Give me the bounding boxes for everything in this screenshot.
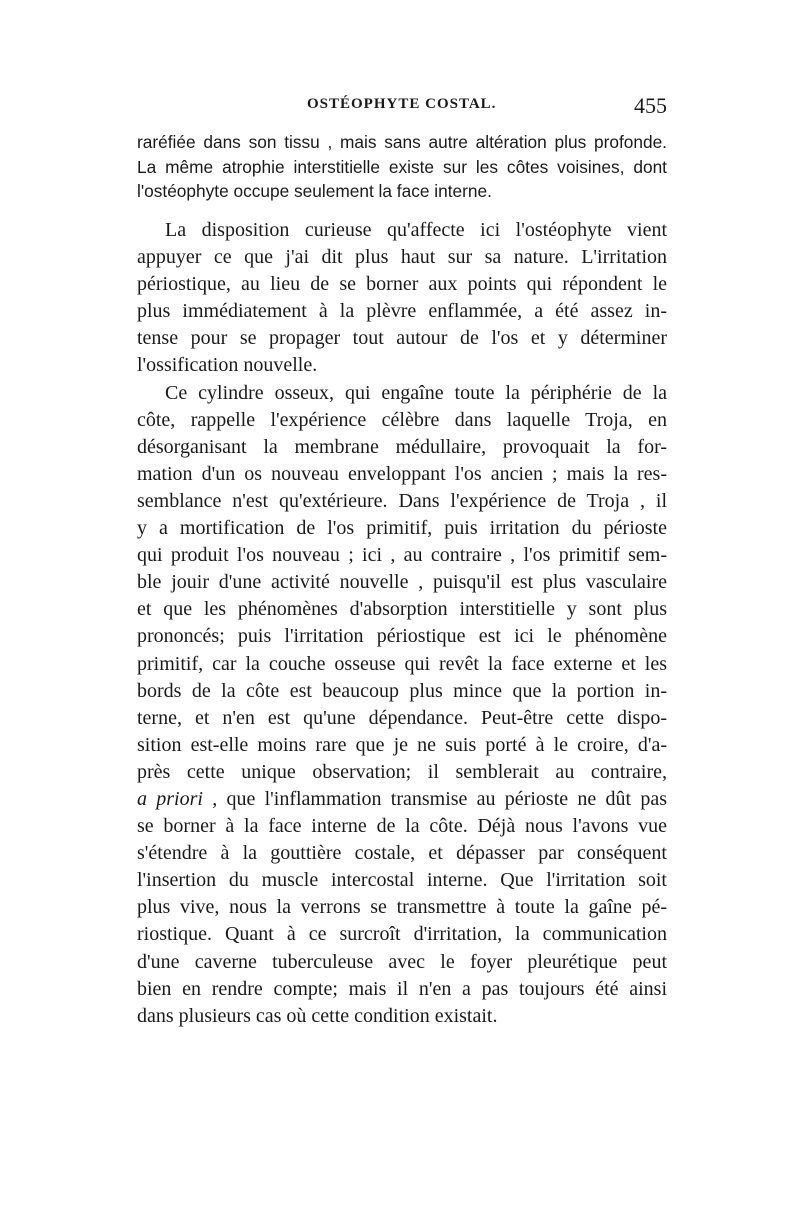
text-line: l'insertion du muscle intercostal interne. Que l'irritation soit	[137, 869, 667, 892]
text-line: côte, rappelle l'expérience célèbre dans laquelle Troja, en	[137, 408, 667, 431]
text-line: dans plusieurs cas où cette condition existait.	[137, 1004, 498, 1027]
text-line: bords de la côte est beaucoup plus mince que la portion in-	[137, 679, 667, 702]
text-line: plus vive, nous la verrons se transmettre à toute la gaîne pé-	[137, 896, 667, 919]
text-line: l'ossification nouvelle.	[137, 354, 318, 377]
text-line: qui produit l'os nouveau ; ici , au contraire , l'os primitif sem-	[137, 544, 667, 567]
text-line: et que les phénomènes d'absorption interstitielle y sont plus	[137, 598, 667, 621]
page-number: 455	[634, 93, 667, 118]
text-fragment: que l'inflammation transmise au périoste ne dût pas	[217, 787, 667, 810]
running-head	[137, 93, 667, 120]
text-line: désorganisant la membrane médullaire, provoquait la for-	[137, 435, 667, 458]
text-line: appuyer ce que j'ai dit plus haut sur sa nature. L'irritation	[137, 246, 667, 269]
text-line: primitif, car la couche osseuse qui revêt la face externe et les	[137, 652, 667, 675]
text-line: La disposition curieuse qu'affecte ici l'ostéophyte vient	[165, 219, 667, 241]
text-line: s'étendre à la gouttière costale, et dépasser par conséquent	[137, 842, 667, 865]
italic-phrase: a priori ,	[137, 787, 218, 810]
small-print-paragraph	[137, 130, 667, 204]
text-line: terne, et n'en est qu'une dépendance. Peut-être cette dispo-	[137, 706, 667, 729]
text-line: La même atrophie interstitielle existe sur les côtes voisines, dont	[137, 156, 667, 177]
text-line: prononcés; puis l'irritation périostique est ici le phénomène	[137, 625, 667, 648]
text-line: y a mortification de l'os primitif, puis irritation du périoste	[137, 517, 667, 540]
text-line: Ce cylindre osseux, qui engaîne toute la périphérie de la	[165, 381, 667, 404]
text-line: plus immédiatement à la plèvre enflammée, a été assez in-	[137, 300, 667, 323]
text-line: près cette unique observation; il semblerait au contraire,	[137, 760, 667, 783]
text-line: sition est-elle moins rare que je ne suis porté à le croire, d'a-	[137, 733, 667, 756]
text-line: périostique, au lieu de se borner aux points qui répondent le	[137, 273, 667, 296]
text-line-with-italic	[137, 786, 667, 813]
running-title: OSTÉOPHYTE COSTAL.	[307, 96, 497, 112]
paragraph-2	[137, 380, 667, 1030]
text-line: bien en rendre compte; mais il n'en a pas toujours été ainsi	[137, 977, 667, 1000]
paragraph-1	[137, 217, 667, 380]
text-line: riostique. Quant à ce surcroît d'irritation, la communication	[137, 923, 667, 946]
text-line: l'ostéophyte occupe seulement la face interne.	[137, 181, 492, 201]
text-line: raréfiée dans son tissu , mais sans autre altération plus profonde.	[137, 132, 667, 152]
text-line: tense pour se propager tout autour de l'os et y déterminer	[137, 327, 667, 350]
text-line: mation d'un os nouveau enveloppant l'os ancien ; mais la res-	[137, 462, 667, 485]
text-line: se borner à la face interne de la côte. Déjà nous l'avons vue	[137, 815, 667, 838]
text-line: semblance n'est qu'extérieure. Dans l'expérience de Troja , il	[137, 489, 667, 512]
body-text	[137, 217, 667, 1030]
text-line: d'une caverne tuberculeuse avec le foyer pleurétique peut	[137, 950, 667, 973]
text-line: ble jouir d'une activité nouvelle , puisqu'il est plus vasculaire	[137, 571, 667, 594]
